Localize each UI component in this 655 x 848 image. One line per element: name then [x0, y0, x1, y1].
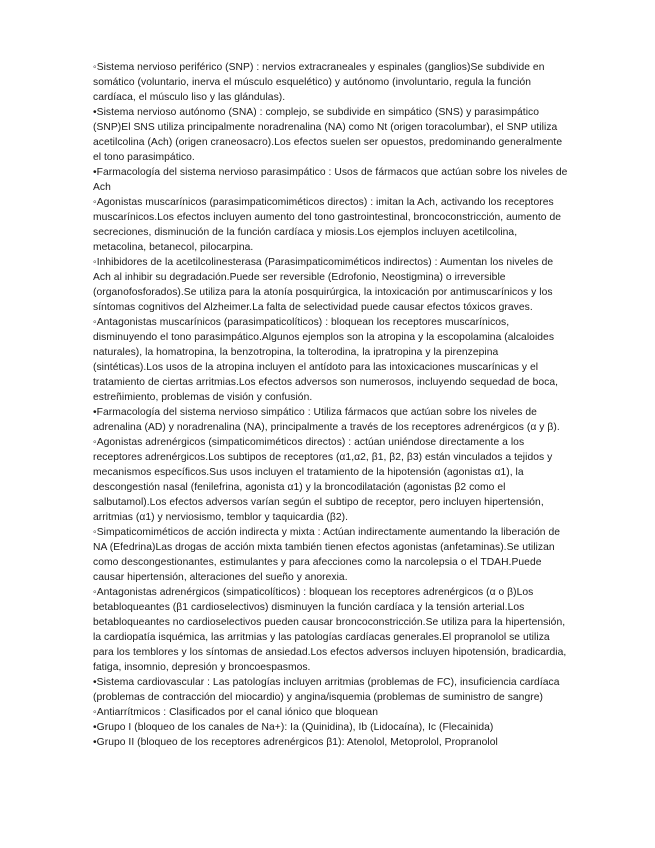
paragraph-sna: •Sistema nervioso autónomo (SNA) : complejo, se subdivide en simpático (SNS) y parasimpático (SNP)El SNS utiliza principalmente noradrenalina (NA) como Nt (origen toracolumbar), el SNP utiliza acetilcolina (Ach) (origen craneosacro).Los efectos suelen ser opuestos, predominando generalmente el tono parasimpático. [93, 107, 563, 163]
paragraph-antagonistas-adrenergicos: ◦Antagonistas adrenérgicos (simpaticolíticos) : bloquean los receptores adrenérgicos (α o β)Los betabloqueantes (β1 cardioselectivos) disminuyen la función cardíaca y la tensión arterial.Los betabloqueantes no cardioselectivos pueden causar broncoconstricción.Se utiliza para la hipertensión, la cardiopatía isquémica, las arritmias y las patologías cardíacas generales.El propranolol se utiliza para los temblores y los síntomas de ansiedad.Los efectos adversos incluyen hipotensión, bradicardia, fatiga, insomnio, depresión y broncoespasmos. [93, 587, 567, 673]
paragraph-snp: ◦Sistema nervioso periférico (SNP) : nervios extracraneales y espinales (ganglios)Se subdivide en somático (voluntario, inerva el músculo esquelético) y autónomo (involuntario, regula la función cardíaca, el músculo liso y las glándulas). [93, 62, 545, 103]
paragraph-simpaticomimeticos-indirectos: ◦Simpaticomiméticos de acción indirecta y mixta : Actúan indirectamente aumentando la liberación de NA (Efedrina)Las drogas de acción mixta también tienen efectos agonistas (anfetaminas).Se utilizan como descongestionantes, estimulantes y para afecciones como la narcolepsia o el TDAH.Puede causar hipertensión, alteraciones del sueño y anorexia. [93, 527, 561, 583]
paragraph-antagonistas-muscarinicos: ◦Antagonistas muscarínicos (parasimpaticolíticos) : bloquean los receptores muscarínicos, disminuyendo el tono parasimpático.Algunos ejemplos son la atropina y la escopolamina (alcaloides naturales), la homatropina, la benzotropina, la tolterodina, la ipratropina y la pirenzepina (sintéticas).Los usos de la atropina incluyen el antídoto para las intoxicaciones muscarínicas y el tratamiento de ciertas arritmias.Los efectos adversos son numerosos, incluyendo sequedad de boca, estreñimiento, problemas de visión y confusión. [93, 317, 559, 403]
paragraph-grupo-i: •Grupo I (bloqueo de los canales de Na+): Ia (Quinidina), Ib (Lidocaína), Ic (Flecainida) [93, 722, 494, 733]
paragraph-farmacologia-parasimpatico: •Farmacología del sistema nervioso parasimpático : Usos de fármacos que actúan sobre los niveles de Ach [93, 167, 568, 193]
paragraph-sistema-cardiovascular: •Sistema cardiovascular : Las patologías incluyen arritmias (problemas de FC), insuficiencia cardíaca (problemas de contracción del miocardio) y angina/isquemia (problemas de suministro de sangre) [93, 677, 560, 703]
paragraph-inhibidores-acetilcolinesterasa: ◦Inhibidores de la acetilcolinesterasa (Parasimpaticomiméticos indirectos) : Aumentan los niveles de Ach al inhibir su degradación.Puede ser reversible (Edrofonio, Neostigmina) o irreversible (organofosforados).Se utiliza para la atonía posquirúrgica, la intoxicación por antimuscarínicos y los síntomas cognitivos del Alzheimer.La falta de selectividad puede causar efectos tóxicos graves. [93, 257, 554, 313]
paragraph-grupo-ii: •Grupo II (bloqueo de los receptores adrenérgicos β1): Atenolol, Metoprolol, Propranolol [93, 737, 498, 748]
paragraph-farmacologia-simpatico: •Farmacología del sistema nervioso simpático : Utiliza fármacos que actúan sobre los niveles de adrenalina (AD) y noradrenalina (NA), principalmente a través de los receptores adrenérgicos (α y β). [93, 407, 560, 433]
document-body [93, 60, 571, 750]
paragraph-agonistas-adrenergicos: ◦Agonistas adrenérgicos (simpaticomiméticos directos) : actúan uniéndose directamente a los receptores adrenérgicos.Los subtipos de receptores (α1,α2, β1, β2, β3) están vinculados a tejidos y mecanismos específicos.Sus usos incluyen el tratamiento de la hipotensión (agonistas α1), la descongestión nasal (fenilefrina, agonista α1) y la broncodilatación (agonistas β2 como el salbutamol).Los efectos adversos varían según el subtipo de receptor, pero incluyen hipertensión, arritmias (α1) y nerviosismo, temblor y taquicardia (β2). [93, 437, 553, 523]
paragraph-antiarritmicos: ◦Antiarrítmicos : Clasificados por el canal iónico que bloquean [93, 707, 378, 718]
paragraph-agonistas-muscarinicos: ◦Agonistas muscarínicos (parasimpaticomiméticos directos) : imitan la Ach, activando los receptores muscarínicos.Los efectos incluyen aumento del tono gastrointestinal, broncoconstricción, aumento de secreciones, disminución de la función cardíaca y miosis.Los ejemplos incluyen acetilcolina, metacolina, betanecol, pilocarpina. [93, 197, 561, 253]
